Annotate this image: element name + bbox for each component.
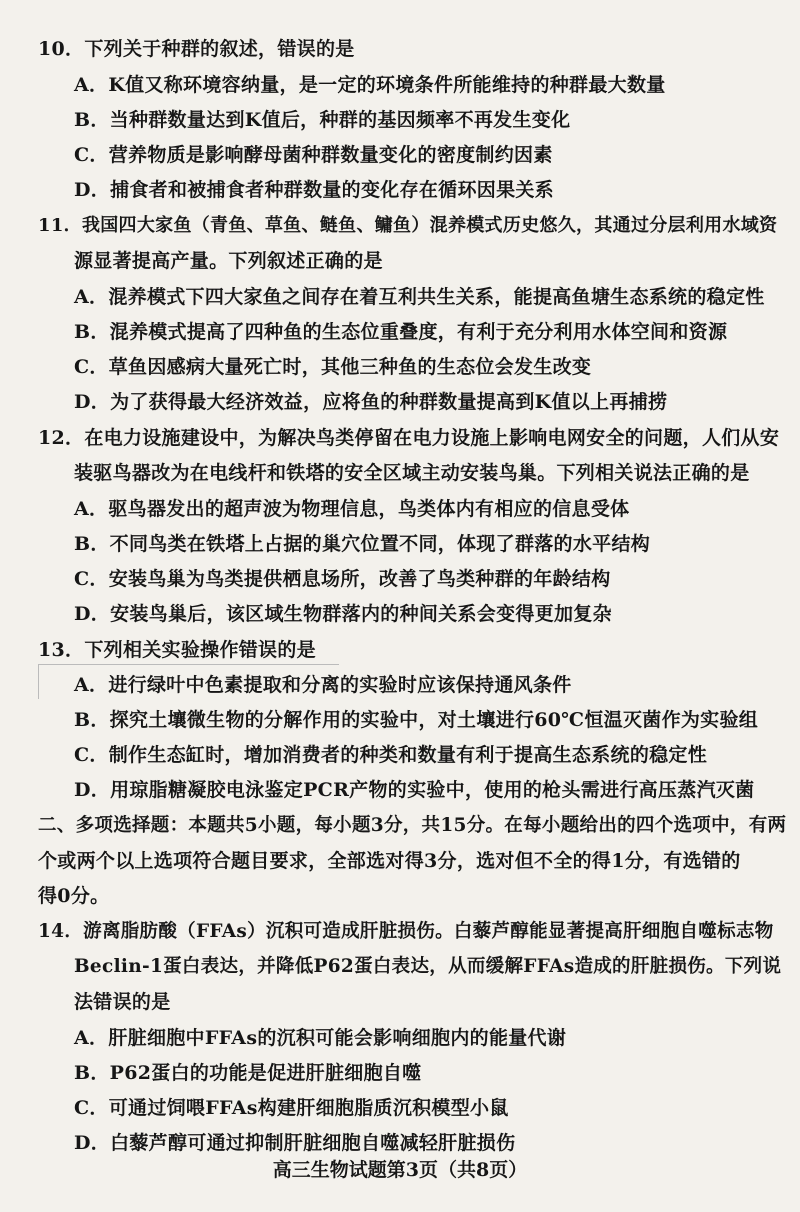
question-14-stem-line1: 14．游离脂肪酸（FFAs）沉积可造成肝脏损伤。白藜芦醇能显著提高肝细胞自噬标志物	[38, 921, 774, 942]
question-10-option-b: B．当种群数量达到K值后，种群的基因频率不再发生变化	[74, 109, 571, 131]
question-14-stem-line2: Beclin-1蛋白表达，并降低P62蛋白表达，从而缓解FFAs造成的肝脏损伤。下列说	[74, 956, 782, 977]
question-12-option-a: A．驱鸟器发出的超声波为物理信息，鸟类体内有相应的信息受体	[74, 498, 630, 520]
question-13-option-c: C．制作生态缸时，增加消费者的种类和数量有利于提高生态系统的稳定性	[74, 744, 708, 766]
question-12-option-b: B．不同鸟类在铁塔上占据的巢穴位置不同，体现了群落的水平结构	[74, 533, 651, 555]
question-14-option-a: A．肝脏细胞中FFAs的沉积可能会影响细胞内的能量代谢	[74, 1027, 567, 1049]
question-10-option-c: C．营养物质是影响酵母菌种群数量变化的密度制约因素	[74, 144, 553, 166]
question-10-option-d: D．捕食者和被捕食者种群数量的变化存在循环因果关系	[74, 179, 554, 201]
question-11-option-d: D．为了获得最大经济效益，应将鱼的种群数量提高到K值以上再捕捞	[74, 391, 668, 413]
question-11-stem-line1: 11．我国四大家鱼（青鱼、草鱼、鲢鱼、鳙鱼）混养模式历史悠久，其通过分层利用水域资	[38, 215, 778, 236]
question-13-option-b: B．探究土壤微生物的分解作用的实验中，对土壤进行60℃恒温灭菌作为实验组	[74, 709, 759, 731]
question-14-option-c: C．可通过饲喂FFAs构建肝细胞脂质沉积模型小鼠	[74, 1097, 509, 1119]
question-13-stem: 13．下列相关实验操作错误的是	[38, 639, 316, 661]
question-14-option-b: B．P62蛋白的功能是促进肝脏细胞自噬	[74, 1062, 422, 1084]
question-11-option-a: A．混养模式下四大家鱼之间存在着互利共生关系，能提高鱼塘生态系统的稳定性	[74, 286, 765, 308]
page-footer: 高三生物试题第3页（共8页）	[272, 1159, 528, 1181]
question-12-option-d: D．安装鸟巢后，该区域生物群落内的种间关系会变得更加复杂	[74, 603, 612, 625]
question-12-option-c: C．安装鸟巢为鸟类提供栖息场所，改善了鸟类种群的年龄结构	[74, 568, 611, 590]
question-12-stem-line2: 装驱鸟器改为在电线杆和铁塔的安全区域主动安装鸟巢。下列相关说法正确的是	[74, 462, 750, 484]
section-2-heading-line1: 二、多项选择题：本题共5小题，每小题3分，共15分。在每小题给出的四个选项中，有两	[38, 815, 787, 836]
section-2-heading-line3: 得0分。	[38, 885, 110, 907]
question-13-option-a: A．进行绿叶中色素提取和分离的实验时应该保持通风条件	[74, 674, 572, 696]
question-10-stem: 10．下列关于种群的叙述，错误的是	[38, 38, 355, 60]
question-12-stem-line1: 12．在电力设施建设中，为解决鸟类停留在电力设施上影响电网安全的问题，人们从安	[38, 427, 780, 449]
question-11-option-b: B．混养模式提高了四种鱼的生态位重叠度，有利于充分利用水体空间和资源	[74, 321, 728, 343]
question-11-stem-line2: 源显著提高产量。下列叙述正确的是	[74, 250, 383, 272]
question-14-option-d: D．白藜芦醇可通过抑制肝脏细胞自噬减轻肝脏损伤	[74, 1132, 516, 1154]
question-14-stem-line3: 法错误的是	[74, 991, 171, 1013]
question-10-option-a: A．K值又称环境容纳量，是一定的环境条件所能维持的种群最大数量	[74, 74, 666, 96]
question-11-option-c: C．草鱼因感病大量死亡时，其他三种鱼的生态位会发生改变	[74, 356, 592, 378]
section-2-heading-line2: 个或两个以上选项符合题目要求，全部选对得3分，选对但不全的得1分，有选错的	[38, 850, 741, 872]
question-13-option-d: D．用琼脂糖凝胶电泳鉴定PCR产物的实验中，使用的枪头需进行高压蒸汽灭菌	[74, 779, 755, 801]
